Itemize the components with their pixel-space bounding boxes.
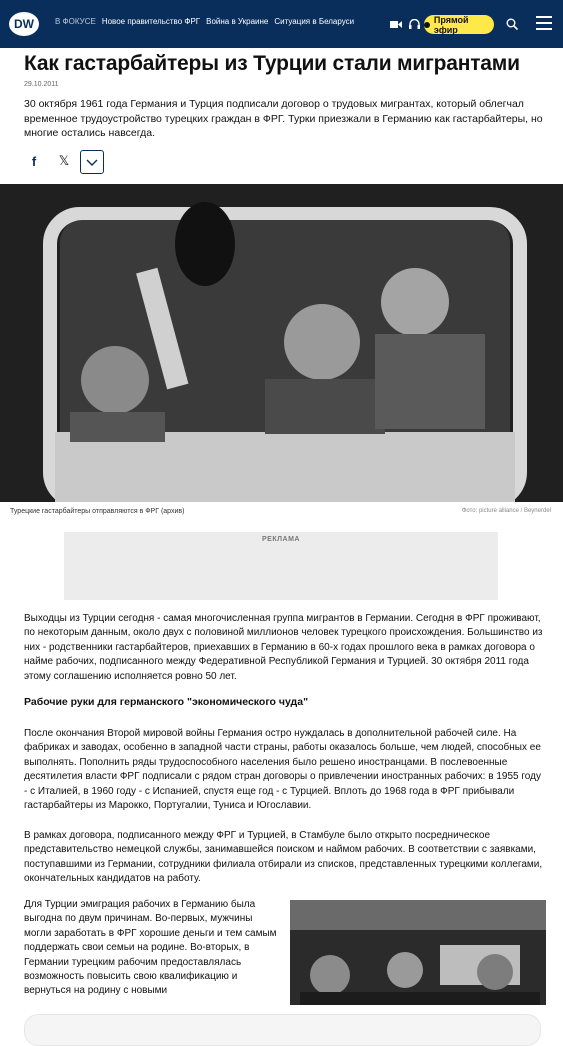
search-icon[interactable]: [502, 14, 522, 34]
facebook-share-icon[interactable]: f: [31, 153, 37, 169]
article-paragraph-1: Выходцы из Турции сегодня - самая многочисленная группа мигрантов в Германии. Сегодня в ФРГ проживают, по некоторым данным, около двух с половиной миллионов человек турецкого происхождения. Большинство из них - родственники гастарбайтеров, приехавших в Германию в 60-х годах прошлого века в рамках договора о найме рабочих, подписанного между Федеративной Республикой Германия и Турцией. 30 октября 2011 года этому соглашению исполняется ровно 50 лет.: [24, 613, 543, 682]
bottom-sticky-bar[interactable]: [24, 1014, 541, 1046]
article-title: Как гастарбайтеры из Турции стали мигрантами: [24, 52, 520, 75]
article-subheading: Рабочие руки для германского "экономического чуда": [24, 696, 309, 708]
headphones-icon[interactable]: [404, 14, 424, 34]
article-paragraph-2: После окончания Второй мировой войны Германия остро нуждалась в дополнительной рабочей силе. На фабриках и заводах, особенно в западной части страны, работы оказалось больше, чем людей, способных ее выполнять. Пополнить ряды трудоспособного населения было решено иностранцами. В послевоенные десятилетия власти ФРГ подписали с рядом стран договоры о привлечении иностранных рабочих: в 1955 году - с Италией, в 1960 году - с Испанией, спустя еще год - с Турцией. Вплоть до 1968 года в ФРГ прибывали гастарбайтеры из Марокко, Португалии, Туниса и Югославии.: [24, 728, 541, 812]
top-navigation-bar: [0, 0, 563, 48]
chevron-down-icon: [86, 159, 98, 166]
nav-focus-label: В ФОКУСЕ: [55, 17, 96, 26]
live-label: Прямой эфир: [433, 14, 469, 35]
nav-item-government[interactable]: Новое правительство ФРГ: [101, 17, 201, 26]
more-share-button[interactable]: [80, 150, 104, 174]
article-date: 29.10.2011: [24, 81, 59, 88]
main-nav: [55, 17, 354, 26]
menu-icon[interactable]: [536, 16, 552, 30]
article-inline-photo: [290, 900, 546, 1005]
article-lead: 30 октября 1961 года Германия и Турция подписали договор о трудовых мигрантах, который облегчал временное трудоустройство турецких граждан в ФРГ. Турки приезжали в Германию как гастарбайтеры, но многие остались навсегда.: [24, 98, 543, 139]
video-icon[interactable]: [386, 14, 406, 34]
live-broadcast-button[interactable]: [424, 15, 494, 34]
photo-credit: Фото: picture alliance / Beynerdel: [461, 508, 551, 514]
live-dot-icon: [424, 22, 430, 28]
ad-label: РЕКЛАМА: [262, 536, 300, 543]
article-main-photo: [0, 184, 563, 502]
nav-item-ukraine-war[interactable]: Война в Украине: [206, 17, 269, 26]
article-paragraph-3: В рамках договора, подписанного между ФРГ и Турцией, в Стамбуле было открыто посредническое представительство немецкой службы, занимавшейся поиском и наймом рабочих. В соответствии с заявками, поступавшими из Германии, сотрудники филиала отбирали из списков, представленных турецкими коллегами, окончательных кандидатов на работу.: [24, 830, 543, 885]
nav-item-belarus[interactable]: Ситуация в Беларуси: [274, 17, 355, 26]
dw-logo[interactable]: DW: [9, 12, 39, 36]
photo-caption: Турецкие гастарбайтеры отправляются в ФРГ (архив): [10, 508, 185, 515]
x-share-icon[interactable]: 𝕏: [58, 153, 70, 168]
article-paragraph-4: Для Турции эмиграция рабочих в Германию была выгодна по двум причинам. Во-первых, мужчины могли заработать в ФРГ хорошие деньги и тем самым поддержать свои семьи на родине. Во-вторых, в Германии турецким рабочим предоставлялась возможность повысить свою квалификацию и вернуться на родину с новыми: [24, 899, 277, 997]
advertisement-block[interactable]: [64, 532, 498, 600]
